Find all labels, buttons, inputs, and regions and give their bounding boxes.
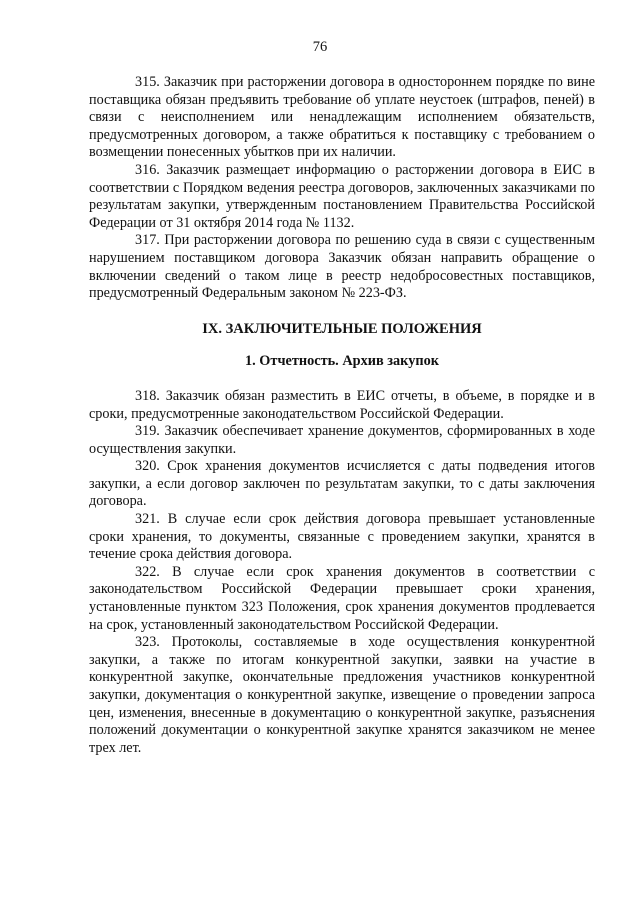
page-content: [89, 74, 595, 757]
paragraph-315: 315. Заказчик при расторжении договора в одностороннем порядке по вине поставщика обязан предъявить требование об уплате неустоек (штрафов, пеней) в связи с неисполнением или ненадлежащим исполнением обязательств, предусмотренных договором, а также обратиться к поставщику с требованием о возмещении понесенных убытков при их наличии.: [89, 74, 595, 161]
paragraph-323: 323. Протоколы, составляемые в ходе осуществления конкурентной закупки, а также по итогам конкурентной закупки, заявки на участие в конкурентной закупке, окончательные предложения участников конкурентной закупки, документация о конкурентной закупке, извещение о проведении запроса цен, изменения, внесенные в документацию о конкурентной закупке, разъяснения положений документации о конкурентной закупке хранятся заказчиком не менее трех лет.: [89, 634, 595, 756]
subsection-heading: 1. Отчетность. Архив закупок: [245, 353, 439, 370]
paragraph-317: 317. При расторжении договора по решению суда в связи с существенным нарушением поставщиком договора Заказчик обязан направить обращение о включении сведений о таком лице в реестр недобросовестных поставщиков, предусмотренный Федеральным законом № 223-ФЗ.: [89, 232, 595, 302]
page-number: 76: [312, 39, 328, 55]
paragraph-318: 318. Заказчик обязан разместить в ЕИС отчеты, в объеме, в порядке и в сроки, предусмотренные законодательством Российской Федерации.: [89, 387, 595, 422]
paragraph-322: 322. В случае если срок хранения документов в соответствии с законодательством Российской Федерации превышает сроки хранения, установленные пунктом 323 Положения, срок хранения документов продлевается на срок, установленный законодательством Российской Федерации.: [89, 563, 595, 633]
paragraph-316: 316. Заказчик размещает информацию о расторжении договора в ЕИС в соответствии с Порядком ведения реестра договоров, заключенных заказчиками по результатам закупки, утвержденным постановлением Правительства Российской Федерации от 31 октября 2014 года № 1132.: [89, 161, 595, 231]
paragraph-319: 319. Заказчик обеспечивает хранение документов, сформированных в ходе осуществления закупки.: [89, 423, 595, 457]
paragraph-320: 320. Срок хранения документов исчисляется с даты подведения итогов закупки, а если договор заключен по результатам закупки, то с даты заключения договора.: [89, 458, 595, 510]
section-heading: IX. ЗАКЛЮЧИТЕЛЬНЫЕ ПОЛОЖЕНИЯ: [202, 320, 482, 337]
paragraph-321: 321. В случае если срок действия договора превышает установленные сроки хранения, то документы, связанные с проведением закупки, хранятся в течение срока действия договора.: [89, 511, 595, 563]
